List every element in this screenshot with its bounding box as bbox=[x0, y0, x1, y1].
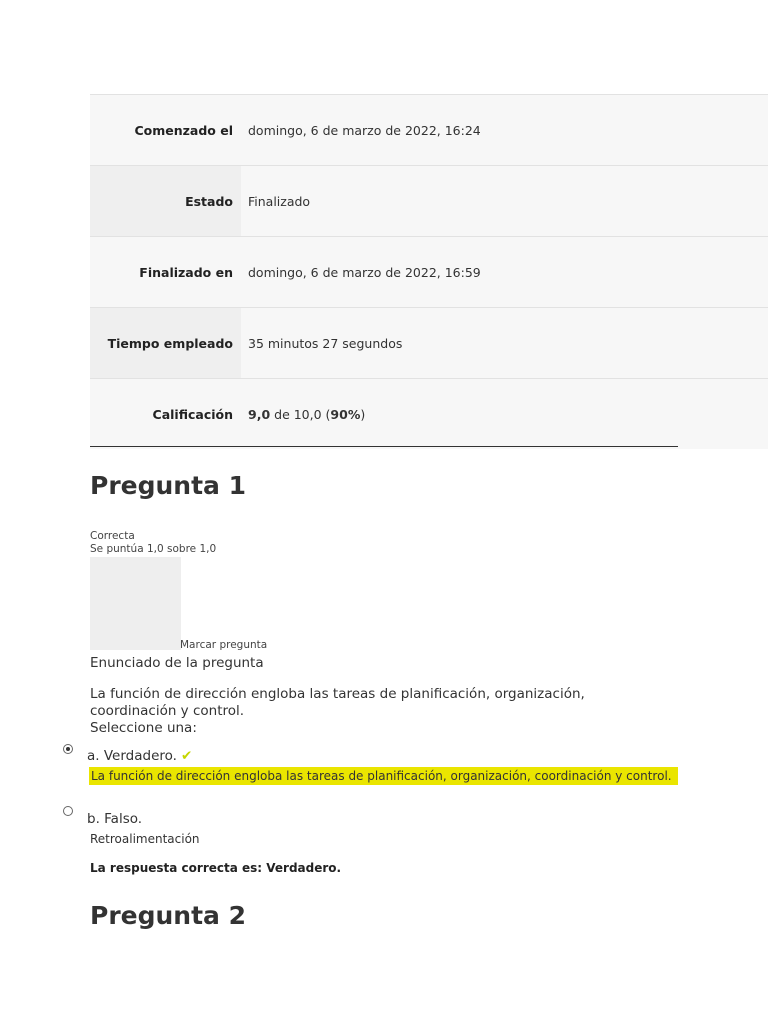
feedback-heading: Retroalimentación bbox=[90, 832, 200, 846]
summary-label: Calificación bbox=[152, 406, 233, 422]
option-a-feedback: La función de dirección engloba las tareas de planificación, organización, coordinación y control. bbox=[89, 767, 678, 785]
summary-value: domingo, 6 de marzo de 2022, 16:24 bbox=[248, 122, 481, 138]
summary-label: Finalizado en bbox=[139, 264, 233, 280]
attempt-summary-table bbox=[90, 94, 768, 449]
option-a-label: a. Verdadero. bbox=[87, 748, 177, 764]
question-score: Se puntúa 1,0 sobre 1,0 bbox=[90, 543, 217, 555]
grade-percent: 90% bbox=[330, 406, 361, 422]
summary-value: Finalizado bbox=[241, 166, 768, 236]
option-a[interactable] bbox=[87, 748, 192, 764]
summary-row-grade bbox=[90, 379, 768, 449]
question-statement: La función de dirección engloba las tareas de planificación, organización, coordinación y control. bbox=[90, 686, 585, 719]
divider bbox=[90, 446, 678, 447]
flag-question-box[interactable] bbox=[90, 557, 181, 650]
summary-value: 35 minutos 27 segundos bbox=[241, 308, 768, 378]
question-2-title: Pregunta 2 bbox=[90, 901, 247, 930]
grade-end: ) bbox=[360, 406, 366, 422]
summary-value-grade bbox=[241, 379, 768, 449]
question-text bbox=[90, 686, 670, 737]
question-1-title: Pregunta 1 bbox=[90, 471, 247, 500]
summary-row-state bbox=[90, 166, 768, 237]
grade-middle: de 10,0 ( bbox=[270, 406, 331, 422]
option-b-radio[interactable] bbox=[63, 806, 73, 816]
check-icon: ✔ bbox=[180, 748, 193, 764]
summary-label: Comenzado el bbox=[134, 122, 233, 138]
summary-label: Estado bbox=[90, 166, 241, 236]
question-1-info bbox=[90, 530, 216, 556]
question-text-heading: Enunciado de la pregunta bbox=[90, 655, 264, 671]
summary-value: domingo, 6 de marzo de 2022, 16:59 bbox=[248, 264, 481, 280]
option-a-radio[interactable] bbox=[63, 744, 73, 754]
summary-label: Tiempo empleado bbox=[90, 308, 241, 378]
correct-answer-text: La respuesta correcta es: Verdadero. bbox=[90, 861, 342, 875]
summary-row-started bbox=[90, 95, 768, 166]
summary-row-time bbox=[90, 308, 768, 379]
flag-question-link[interactable]: Marcar pregunta bbox=[180, 639, 268, 651]
summary-row-finished bbox=[90, 237, 768, 308]
grade-value: 9,0 bbox=[248, 406, 271, 422]
question-status: Correcta bbox=[90, 530, 135, 542]
option-b-label: b. Falso. bbox=[87, 811, 143, 827]
option-b[interactable] bbox=[87, 811, 142, 827]
question-prompt: Seleccione una: bbox=[90, 720, 197, 736]
